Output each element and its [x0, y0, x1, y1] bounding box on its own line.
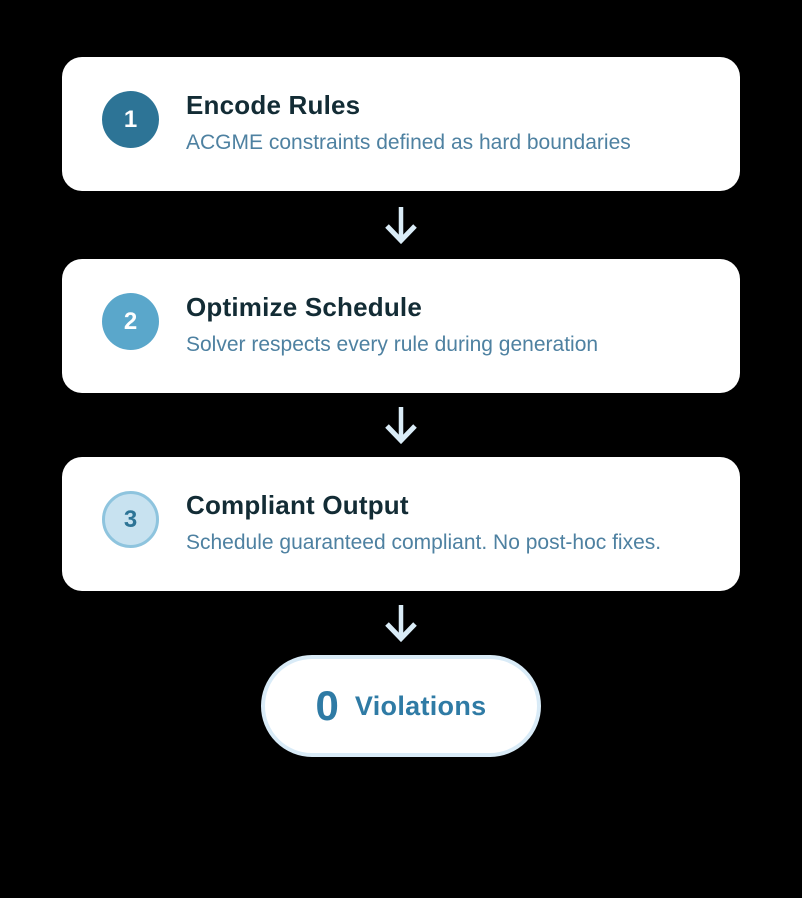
step-description: ACGME constraints defined as hard boundaries	[186, 131, 631, 154]
step-card-compliant-output	[62, 457, 740, 591]
arrow-row	[62, 393, 740, 457]
down-arrow-icon	[382, 205, 420, 245]
violations-count: 0	[315, 682, 339, 729]
result-row	[62, 655, 740, 757]
step-description: Solver respects every rule during generation	[186, 333, 599, 356]
step-number-badge	[102, 293, 159, 350]
arrow-row	[62, 591, 740, 655]
step-description: Schedule guaranteed compliant. No post-hoc fixes.	[186, 531, 662, 554]
step-card-encode-rules	[62, 57, 740, 191]
violations-badge	[261, 655, 541, 757]
step-text-block	[186, 489, 700, 559]
step-title: Encode Rules	[186, 90, 361, 120]
arrow-row	[62, 191, 740, 259]
violations-label: Violations	[354, 690, 487, 721]
step-number-badge	[102, 491, 159, 548]
step-title: Optimize Schedule	[186, 292, 423, 322]
down-arrow-icon	[382, 405, 420, 445]
step-text-block	[186, 291, 700, 361]
down-arrow-icon	[382, 603, 420, 643]
step-number: 1	[123, 105, 138, 133]
step-card-optimize-schedule	[62, 259, 740, 393]
step-number: 3	[123, 505, 138, 533]
step-number-badge	[102, 91, 159, 148]
step-title: Compliant Output	[186, 490, 409, 520]
step-text-block	[186, 89, 700, 159]
step-number: 2	[123, 307, 138, 335]
